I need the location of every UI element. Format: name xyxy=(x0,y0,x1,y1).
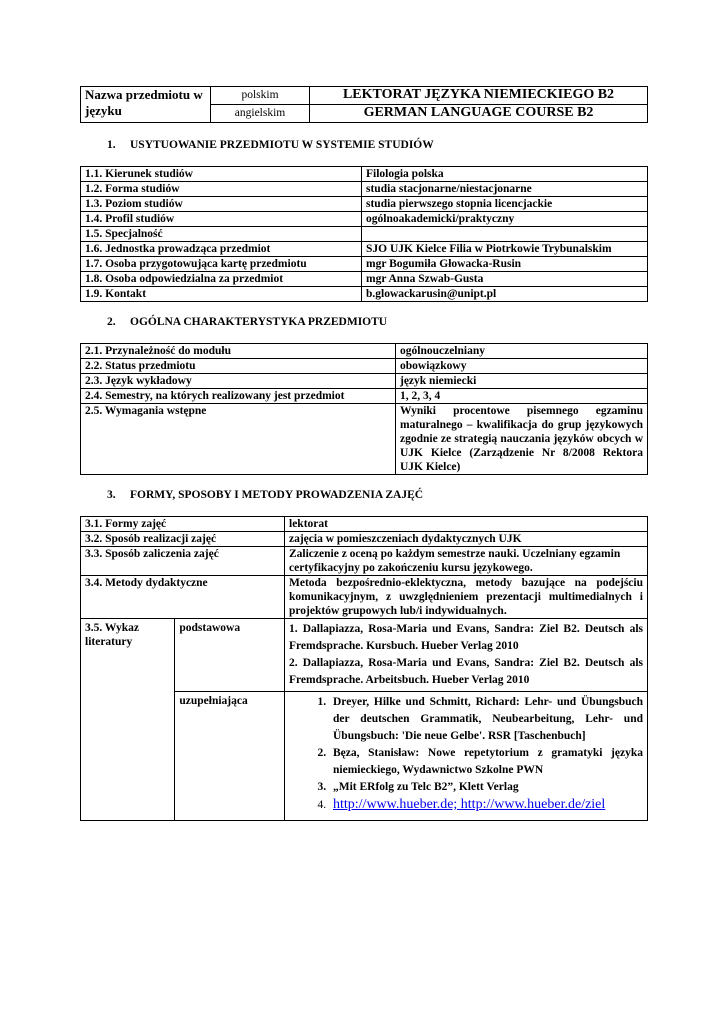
list-item: 1. Dreyer, Hilke und Schmitt, Richard: Lehr- und Übungsbuch der deutschen Grammatik, Neubearbeitung, Lehr- und Übungsbuch: 'Die neue Gelbe'. RSR [Taschenbuch] xyxy=(329,694,643,745)
field-value: obowiązkowy xyxy=(396,359,648,374)
field-value: Wyniki procentowe pisemnego egzaminu maturalnego – kwalifikacja do grup językowych zgodnie ze strategią nauczania języków obcych w UJK Kielce (Zarządzenie Nr 8/2008 Rektora UJK Kielce) xyxy=(396,404,648,475)
table-row xyxy=(81,344,648,359)
list-item xyxy=(329,796,643,814)
field-label: 3.1. Formy zajęć xyxy=(81,517,285,532)
table-row xyxy=(81,197,648,212)
course-title-english: GERMAN LANGUAGE COURSE B2 xyxy=(310,105,648,123)
field-value: lektorat xyxy=(285,517,648,532)
contact-email: b.glowackarusin@unipt.pl xyxy=(362,287,648,302)
field-label: 2.3. Język wykładowy xyxy=(81,374,396,389)
supplementary-literature-label: uzupełniająca xyxy=(175,692,285,821)
table-row xyxy=(81,576,648,619)
english-label: angielskim xyxy=(211,105,310,123)
field-value: zajęcia w pomieszczeniach dydaktycznych UJK xyxy=(285,532,648,547)
table-row xyxy=(81,532,648,547)
table-row xyxy=(81,167,648,182)
supplementary-literature-list xyxy=(285,692,648,821)
field-label: 2.1. Przynależność do modułu xyxy=(81,344,396,359)
section3-title: FORMY, SPOSOBY I METODY PROWADZENIA ZAJĘĆ xyxy=(130,489,424,501)
list-item: 2. Bęza, Stanisław: Nowe repetytorium z gramatyki języka niemieckiego, Wydawnictwo Szkolne PWN xyxy=(329,745,643,779)
field-label: 3.2. Sposób realizacji zajęć xyxy=(81,532,285,547)
field-value: 1, 2, 3, 4 xyxy=(396,389,648,404)
section3-number: 3. xyxy=(107,489,116,501)
section2-title: OGÓLNA CHARAKTERYSTYKA PRZEDMIOTU xyxy=(130,316,388,328)
table-row xyxy=(81,404,648,475)
section2-table xyxy=(80,343,648,475)
section3-heading xyxy=(107,489,423,501)
field-value xyxy=(362,227,648,242)
field-label: 2.2. Status przedmiotu xyxy=(81,359,396,374)
field-label: 1.7. Osoba przygotowująca kartę przedmiotu xyxy=(81,257,362,272)
field-label: 1.1. Kierunek studiów xyxy=(81,167,362,182)
field-label: 1.3. Poziom studiów xyxy=(81,197,362,212)
field-label: 1.6. Jednostka prowadząca przedmiot xyxy=(81,242,362,257)
section3-table xyxy=(80,516,648,821)
table-row xyxy=(81,257,648,272)
table-row xyxy=(81,242,648,257)
field-value: Zaliczenie z oceną po każdym semestrze nauki. Uczelniany egzamin certyfikacyjny po zakończeniu kursu językowego. xyxy=(285,547,648,576)
polish-label: polskim xyxy=(211,87,310,105)
table-row xyxy=(81,389,648,404)
section1-heading xyxy=(107,139,434,151)
field-label: 2.4. Semestry, na których realizowany jest przedmiot xyxy=(81,389,396,404)
table-row xyxy=(81,287,648,302)
field-value: Filologia polska xyxy=(362,167,648,182)
literature-label: 3.5. Wykaz literatury xyxy=(81,619,175,821)
section1-table xyxy=(80,166,648,302)
field-value: studia pierwszego stopnia licencjackie xyxy=(362,197,648,212)
field-label: 1.4. Profil studiów xyxy=(81,212,362,227)
table-row xyxy=(81,547,648,576)
table-row xyxy=(81,212,648,227)
section1-number: 1. xyxy=(107,139,116,151)
field-value: ogólnouczelniany xyxy=(396,344,648,359)
table-row xyxy=(81,227,648,242)
table-row xyxy=(81,182,648,197)
field-label: 3.4. Metody dydaktyczne xyxy=(81,576,285,619)
field-value: ogólnoakademicki/praktyczny xyxy=(362,212,648,227)
list-item: 1. Dallapiazza, Rosa-Maria und Evans, Sandra: Ziel B2. Deutsch als Fremdsprache. Kursbuch. Hueber Verlag 2010 xyxy=(289,623,643,652)
hueber-links[interactable]: http://www.hueber.de; http://www.hueber.de/ziel xyxy=(333,797,606,812)
field-label: 1.5. Specjalność xyxy=(81,227,362,242)
section1-title: USYTUOWANIE PRZEDMIOTU W SYSTEMIE STUDIÓW xyxy=(130,139,434,151)
table-row xyxy=(81,619,648,692)
course-title-polish: LEKTORAT JĘZYKA NIEMIECKIEGO B2 xyxy=(310,87,648,105)
table-row xyxy=(81,272,648,287)
basic-literature-label: podstawowa xyxy=(175,619,285,692)
table-row xyxy=(81,359,648,374)
course-name-label: Nazwa przedmiotu w języku xyxy=(81,87,211,123)
field-value: studia stacjonarne/niestacjonarne xyxy=(362,182,648,197)
section2-number: 2. xyxy=(107,316,116,328)
field-value: Metoda bezpośrednio-eklektyczna, metody bazujące na podejściu komunikacyjnym, z uwzględnieniem prezentacji multimedialnych i projektów grupowych lub/i indywidualnych. xyxy=(285,576,648,619)
section2-heading xyxy=(107,316,387,328)
field-label: 2.5. Wymagania wstępne xyxy=(81,404,396,475)
field-label: 1.2. Forma studiów xyxy=(81,182,362,197)
field-value: SJO UJK Kielce Filia w Piotrkowie Trybunalskim xyxy=(362,242,648,257)
field-value: mgr Anna Szwab-Gusta xyxy=(362,272,648,287)
field-value: mgr Bogumiła Głowacka-Rusin xyxy=(362,257,648,272)
list-item: 3. „Mit ERfolg zu Telc B2”, Klett Verlag xyxy=(329,779,643,796)
list-item: 2. Dallapiazza, Rosa-Maria und Evans, Sandra: Ziel B2. Deutsch als Fremdsprache. Arbeitsbuch. Hueber Verlag 2010 xyxy=(289,657,643,686)
table-row xyxy=(81,374,648,389)
basic-literature-list xyxy=(285,619,648,692)
field-label: 1.9. Kontakt xyxy=(81,287,362,302)
course-name-table xyxy=(80,86,648,123)
table-row xyxy=(81,517,648,532)
field-label: 1.8. Osoba odpowiedzialna za przedmiot xyxy=(81,272,362,287)
field-value: język niemiecki xyxy=(396,374,648,389)
field-label: 3.3. Sposób zaliczenia zajęć xyxy=(81,547,285,576)
